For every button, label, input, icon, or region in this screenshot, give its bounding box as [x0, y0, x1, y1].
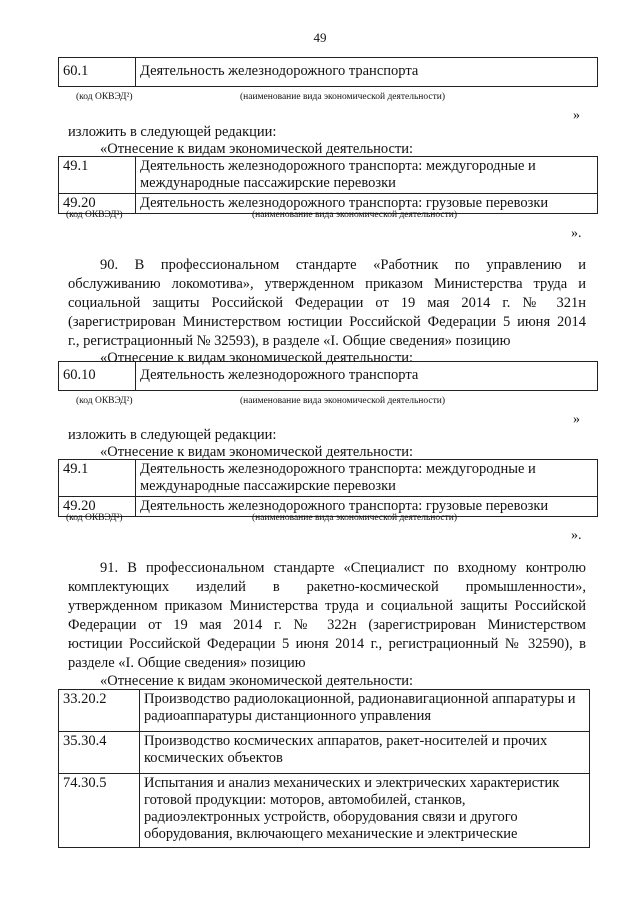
okved-table-5 — [58, 689, 590, 848]
okved-table-1 — [58, 57, 598, 87]
okved-code: 49.20 — [59, 497, 136, 517]
paragraph-line: юстиции Российской Федерации 5 июня 2014 г., регистрационный № 32590), в — [68, 636, 586, 652]
okved-name-line: радиоаппаратуры дистанционного управления — [144, 708, 432, 724]
okved-name-line: готовой продукции: моторов, автомобилей, станков, — [144, 792, 466, 808]
relation-heading: «Отнесение к видам экономической деятельности: — [100, 141, 414, 157]
table-row — [59, 774, 590, 848]
okved-name — [136, 157, 598, 194]
caption-code: (код ОКВЭД²) — [76, 92, 133, 102]
paragraph-line: комплектующих изделий в ракетно-космической промышленности», — [68, 579, 586, 595]
okved-name-line: Деятельность железнодорожного транспорта: междугородные и — [140, 461, 536, 477]
okved-name — [140, 732, 590, 774]
paragraph-line: разделе «I. Общие сведения» позицию — [68, 655, 306, 671]
okved-name-line: международные пассажирские перевозки — [140, 175, 396, 191]
table-row — [59, 58, 598, 87]
okved-code: 74.30.5 — [59, 774, 140, 848]
okved-table-4 — [58, 459, 598, 517]
paragraph-line: г., регистрационный № 32593), в разделе «I. Общие сведения» позицию — [68, 333, 511, 349]
okved-name: Деятельность железнодорожного транспорта — [136, 362, 598, 391]
okved-table-3 — [58, 361, 598, 391]
paragraph-line: Федерации от 19 мая 2014 г. № 322н (зарегистрирован Министерством — [68, 617, 586, 633]
okved-name-line: радиоэлектронных устройств, оборудования связи и другого — [144, 809, 518, 825]
caption-code: (код ОКВЭД²) — [66, 513, 123, 523]
paragraph-line: 90. В профессиональном стандарте «Работник по управлению и — [100, 257, 586, 273]
okved-name: Деятельность железнодорожного транспорта: грузовые перевозки — [136, 194, 598, 214]
okved-name-line: Производство радиолокационной, радионавигационной аппаратуры и — [144, 691, 576, 707]
table-row — [59, 732, 590, 774]
table-row — [59, 690, 590, 732]
okved-name-line: Деятельность железнодорожного транспорта: междугородные и — [140, 158, 536, 174]
caption-name: (наименование вида экономической деятельности) — [240, 396, 445, 406]
relation-heading: «Отнесение к видам экономической деятельности: — [100, 673, 414, 689]
okved-name-line: Производство космических аппаратов, ракет-носителей и прочих — [144, 733, 548, 749]
page-number: 49 — [313, 30, 327, 45]
caption-code: (код ОКВЭД²) — [66, 210, 123, 220]
okved-code: 35.30.4 — [59, 732, 140, 774]
okved-name-line: космических объектов — [144, 750, 283, 766]
okved-name — [140, 690, 590, 732]
caption-name: (наименование вида экономической деятельности) — [252, 210, 457, 220]
okved-name — [136, 460, 598, 497]
paragraph-line: обслуживанию локомотива», утвержденном приказом Министерства труда и — [68, 276, 586, 292]
caption-name: (наименование вида экономической деятельности) — [240, 92, 445, 102]
caption-code: (код ОКВЭД²) — [76, 396, 133, 406]
edit-instruction: изложить в следующей редакции: — [68, 427, 277, 443]
quote-close: ». — [571, 528, 582, 543]
okved-code: 33.20.2 — [59, 690, 140, 732]
paragraph-line: (зарегистрирован Министерством юстиции Российской Федерации 5 июня 2014 — [68, 314, 586, 330]
paragraph-line: утвержденном приказом Министерства труда и социальной защиты Российской — [68, 598, 586, 614]
quote-close: » — [573, 412, 580, 427]
okved-name-line: Испытания и анализ механических и электрических характеристик — [144, 775, 560, 791]
edit-instruction: изложить в следующей редакции: — [68, 124, 277, 140]
quote-close: » — [573, 108, 580, 123]
relation-heading: «Отнесение к видам экономической деятельности: — [100, 444, 414, 460]
okved-name — [140, 774, 590, 848]
okved-code: 60.1 — [59, 58, 136, 87]
okved-table-2 — [58, 156, 598, 214]
okved-code: 49.1 — [59, 157, 136, 194]
paragraph-line: социальной защиты Российской Федерации от 19 мая 2014 г. № 321н — [68, 295, 586, 311]
quote-close: ». — [571, 226, 582, 241]
paragraph-line: 91. В профессиональном стандарте «Специалист по входному контролю — [100, 560, 586, 576]
okved-code: 49.20 — [59, 194, 136, 214]
okved-name-line: оборудования, включающего механические и электрические — [144, 826, 518, 842]
okved-code: 49.1 — [59, 460, 136, 497]
table-row — [59, 460, 598, 497]
table-row — [59, 157, 598, 194]
caption-name: (наименование вида экономической деятельности) — [252, 513, 457, 523]
okved-name: Деятельность железнодорожного транспорта: грузовые перевозки — [136, 497, 598, 517]
okved-name: Деятельность железнодорожного транспорта — [136, 58, 598, 87]
okved-code: 60.10 — [59, 362, 136, 391]
relation-heading: «Отнесение к видам экономической деятельности: — [100, 350, 414, 366]
okved-name-line: международные пассажирские перевозки — [140, 478, 396, 494]
table-row — [59, 362, 598, 391]
